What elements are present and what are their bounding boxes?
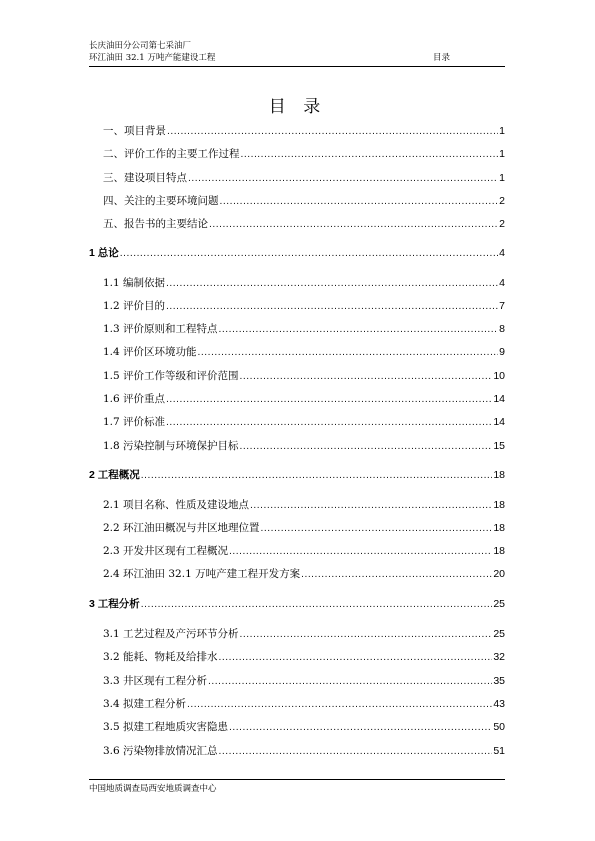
toc-entry-page: 1	[499, 172, 505, 184]
toc-entry-label: 1.3 评价原则和工程特点	[103, 323, 218, 335]
toc-entry-label: 1.1 编制依据	[103, 277, 166, 289]
toc-chapter[interactable]	[89, 597, 505, 611]
toc-entry-label: 2.3 开发井区现有工程概况	[103, 545, 229, 557]
toc-entry-page: 2	[499, 218, 505, 230]
toc-entry[interactable]	[103, 544, 505, 558]
toc-entry-page: 2	[499, 195, 505, 207]
toc-entry[interactable]	[103, 369, 505, 383]
toc-entry-page: 18	[493, 522, 505, 534]
toc-entry-page: 20	[493, 568, 505, 580]
toc-entry-page: 1	[499, 148, 505, 160]
toc-entry[interactable]	[103, 744, 505, 758]
toc-entry-label: 1.7 评价标准	[103, 416, 166, 428]
toc-entry-page: 50	[493, 721, 505, 733]
toc-entry-label: 四、关注的主要环境问题	[103, 195, 219, 207]
page-title: 目 录	[268, 97, 327, 117]
toc-entry-page: 51	[493, 745, 505, 757]
toc-chapter-label: 3 工程分析	[89, 598, 140, 610]
toc-entry[interactable]	[103, 415, 505, 429]
toc-entry-page: 35	[493, 675, 505, 687]
toc-entry-page: 7	[499, 300, 505, 312]
header-rule	[89, 66, 505, 67]
toc-entry-label: 1.2 评价目的	[103, 300, 166, 312]
toc-chapter-page: 18	[493, 469, 505, 481]
toc-entry[interactable]	[103, 498, 505, 512]
toc-entry-label: 3.6 污染物排放情况汇总	[103, 745, 218, 757]
toc-entry[interactable]	[103, 720, 505, 734]
toc-entry-page: 9	[499, 346, 505, 358]
toc-chapter-label: 1 总论	[89, 247, 119, 259]
toc-entry-label: 二、评价工作的主要工作过程	[103, 148, 240, 160]
toc-entry-label: 3.2 能耗、物耗及给排水	[103, 651, 218, 663]
header-company: 长庆油田分公司第七采油厂	[89, 41, 192, 51]
toc-entry-page: 43	[493, 698, 505, 710]
toc-entry-page: 32	[493, 651, 505, 663]
toc-entry-label: 3.5 拟建工程地质灾害隐患	[103, 721, 229, 733]
toc-entry-page: 25	[493, 628, 505, 640]
toc-chapter-page: 4	[499, 247, 505, 259]
toc-entry[interactable]	[103, 322, 505, 336]
toc-entry[interactable]	[103, 439, 505, 453]
toc-entry[interactable]	[103, 171, 505, 185]
toc-entry-page: 4	[499, 277, 505, 289]
toc-entry[interactable]	[103, 697, 505, 711]
toc-entry[interactable]	[103, 276, 505, 290]
toc-entry-label: 1.8 污染控制与环境保护目标	[103, 440, 239, 452]
toc-entry-page: 18	[493, 499, 505, 511]
toc-entry[interactable]	[103, 521, 505, 535]
toc-chapter-page: 25	[493, 598, 505, 610]
header-project: 环江油田 32.1 万吨产能建设工程	[89, 53, 216, 63]
toc-entry[interactable]	[103, 217, 505, 231]
toc-entry-page: 8	[499, 323, 505, 335]
toc-entry[interactable]	[103, 194, 505, 208]
toc-entry-page: 18	[493, 545, 505, 557]
toc-entry-page: 10	[493, 370, 505, 382]
toc-entry-label: 1.4 评价区环境功能	[103, 346, 197, 358]
toc-entry[interactable]	[103, 567, 505, 581]
toc-entry-label: 一、项目背景	[103, 125, 166, 137]
toc-entry-label: 2.2 环江油田概况与井区地理位置	[103, 522, 260, 534]
toc-entry[interactable]	[103, 299, 505, 313]
toc-entry[interactable]	[103, 392, 505, 406]
toc-entry-label: 2.1 项目名称、性质及建设地点	[103, 499, 250, 511]
toc-entry-label: 3.4 拟建工程分析	[103, 698, 187, 710]
toc-entry-label: 三、建设项目特点	[103, 172, 187, 184]
toc-chapter[interactable]	[89, 246, 505, 260]
toc-entry[interactable]	[103, 124, 505, 138]
toc-entry-label: 3.3 井区现有工程分析	[103, 675, 208, 687]
footer-rule	[89, 779, 505, 780]
toc-entry-label: 五、报告书的主要结论	[103, 218, 208, 230]
toc-entry-label: 3.1 工艺过程及产污环节分析	[103, 628, 239, 640]
header-section: 目录	[432, 53, 450, 63]
toc-entry[interactable]	[103, 147, 505, 161]
toc-entry-page: 1	[499, 125, 505, 137]
toc-entry[interactable]	[103, 627, 505, 641]
toc-chapter-label: 2 工程概况	[89, 469, 140, 481]
toc-entry-page: 14	[493, 416, 505, 428]
page-header	[89, 40, 505, 64]
toc-entry-page: 15	[493, 440, 505, 452]
toc-chapter[interactable]	[89, 468, 505, 482]
toc-entry[interactable]	[103, 345, 505, 359]
toc-entry-label: 1.5 评价工作等级和评价范围	[103, 370, 239, 382]
toc-entry[interactable]	[103, 674, 505, 688]
page-footer: 中国地质调查局西安地质调查中心	[89, 784, 217, 794]
toc-entry-page: 14	[493, 393, 505, 405]
toc-entry-label: 1.6 评价重点	[103, 393, 166, 405]
toc-entry-label: 2.4 环江油田 32.1 万吨产建工程开发方案	[103, 568, 301, 580]
toc-entry[interactable]	[103, 650, 505, 664]
